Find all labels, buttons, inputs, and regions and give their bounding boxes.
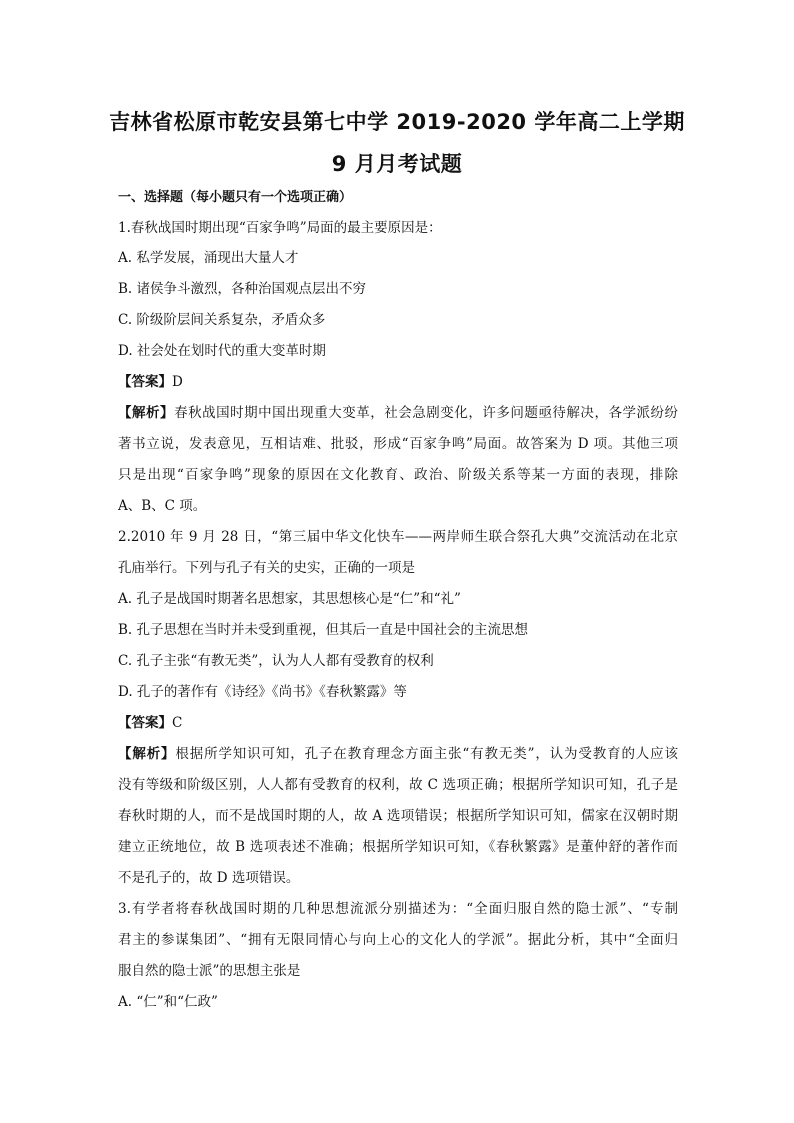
analysis-tag: 【解析】 (118, 405, 175, 421)
q2-analysis-line-5: 不是孔子的，故 D 选项错误。 (118, 870, 300, 886)
q3-stem-line-3: 服自然的隐士派”的思想主张是 (118, 963, 301, 979)
q1-analysis-text-1: 春秋战国时期中国出现重大变革，社会急剧变化，许多问题亟待解决，各学派纷纷 (174, 405, 679, 421)
analysis-tag: 【解析】 (118, 746, 176, 762)
q2-analysis-line-2: 没有等级和阶级区别，人人都有受教育的权利，故 C 选项正确；根据所学知识可知，孔子是 (118, 777, 678, 793)
section-heading: 一、选择题（每小题只有一个选项正确） (118, 190, 353, 205)
q3-stem-line-2: 君主的参谋集团”、“拥有无限同情心与向上心的文化人的学派”。据此分析，其中“全面归 (118, 932, 678, 948)
q1-option-a: A. 私学发展，涌现出大量人才 (118, 250, 299, 266)
q1-stem: 1.春秋战国时期出现“百家争鸣”局面的最主要原因是： (118, 220, 442, 236)
q2-answer (118, 714, 678, 732)
answer-tag: 【答案】 (118, 374, 172, 390)
answer-tag: 【答案】 (118, 715, 172, 731)
document-title-line-1: 吉林省松原市乾安县第七中学 2019-2020 学年高二上学期 (109, 110, 685, 134)
q1-answer (118, 373, 678, 391)
q2-analysis-line-1 (118, 745, 678, 763)
q3-option-a: A. “仁”和“仁政” (118, 994, 218, 1010)
q1-analysis-line-4: A、B、C 项。 (118, 498, 207, 514)
q2-stem-line-1: 2.2010 年 9 月 28 日，“第三届中华文化快车——两岸师生联合祭孔大典”交流活动在北京 (118, 529, 678, 545)
q2-option-a: A. 孔子是战国时期著名思想家，其思想核心是“仁”和“礼” (118, 591, 461, 607)
q2-option-b: B. 孔子思想在当时并未受到重视，但其后一直是中国社会的主流思想 (118, 622, 529, 638)
q1-answer-value: D (172, 374, 183, 390)
q1-option-b: B. 诸侯争斗激烈，各种治国观点层出不穷 (118, 281, 367, 297)
q1-analysis-line-3: 只是出现“百家争鸣”现象的原因在文化教育、政治、阶级关系等某一方面的表现，排除 (118, 467, 678, 483)
q2-analysis-line-3: 春秋时期的人，而不是战国时期的人，故 A 选项错误；根据所学知识可知，儒家在汉朝时期 (118, 808, 678, 824)
q1-analysis-line-2: 著书立说，发表意见，互相诘难、批驳，形成“百家争鸣”局面。故答案为 D 项。其他三项 (118, 436, 678, 452)
q2-option-c: C. 孔子主张“有教无类”，认为人人都有受教育的权利 (118, 653, 434, 669)
q2-stem-line-2: 孔庙举行。下列与孔子有关的史实，正确的一项是 (118, 560, 415, 576)
document-title-line-2: 9 月月考试题 (331, 152, 463, 176)
q1-option-d: D. 社会处在划时代的重大变革时期 (118, 343, 326, 359)
q2-analysis-text-1: 根据所学知识可知，孔子在教育理念方面主张“有教无类”，认为受教育的人应该 (175, 746, 678, 762)
q2-option-d: D. 孔子的著作有《诗经》《尚书》《春秋繁露》等 (118, 684, 407, 700)
q2-answer-value: C (172, 715, 183, 731)
q3-stem-line-1: 3.有学者将春秋战国时期的几种思想流派分别描述为：“全面归服自然的隐士派”、“专制 (118, 901, 678, 917)
q1-option-c: C. 阶级阶层间关系复杂，矛盾众多 (118, 312, 326, 328)
q1-analysis-line-1 (118, 404, 678, 422)
q2-analysis-line-4: 建立正统地位，故 B 选项表述不准确；根据所学知识可知，《春秋繁露》是董仲舒的著作而 (118, 839, 678, 855)
